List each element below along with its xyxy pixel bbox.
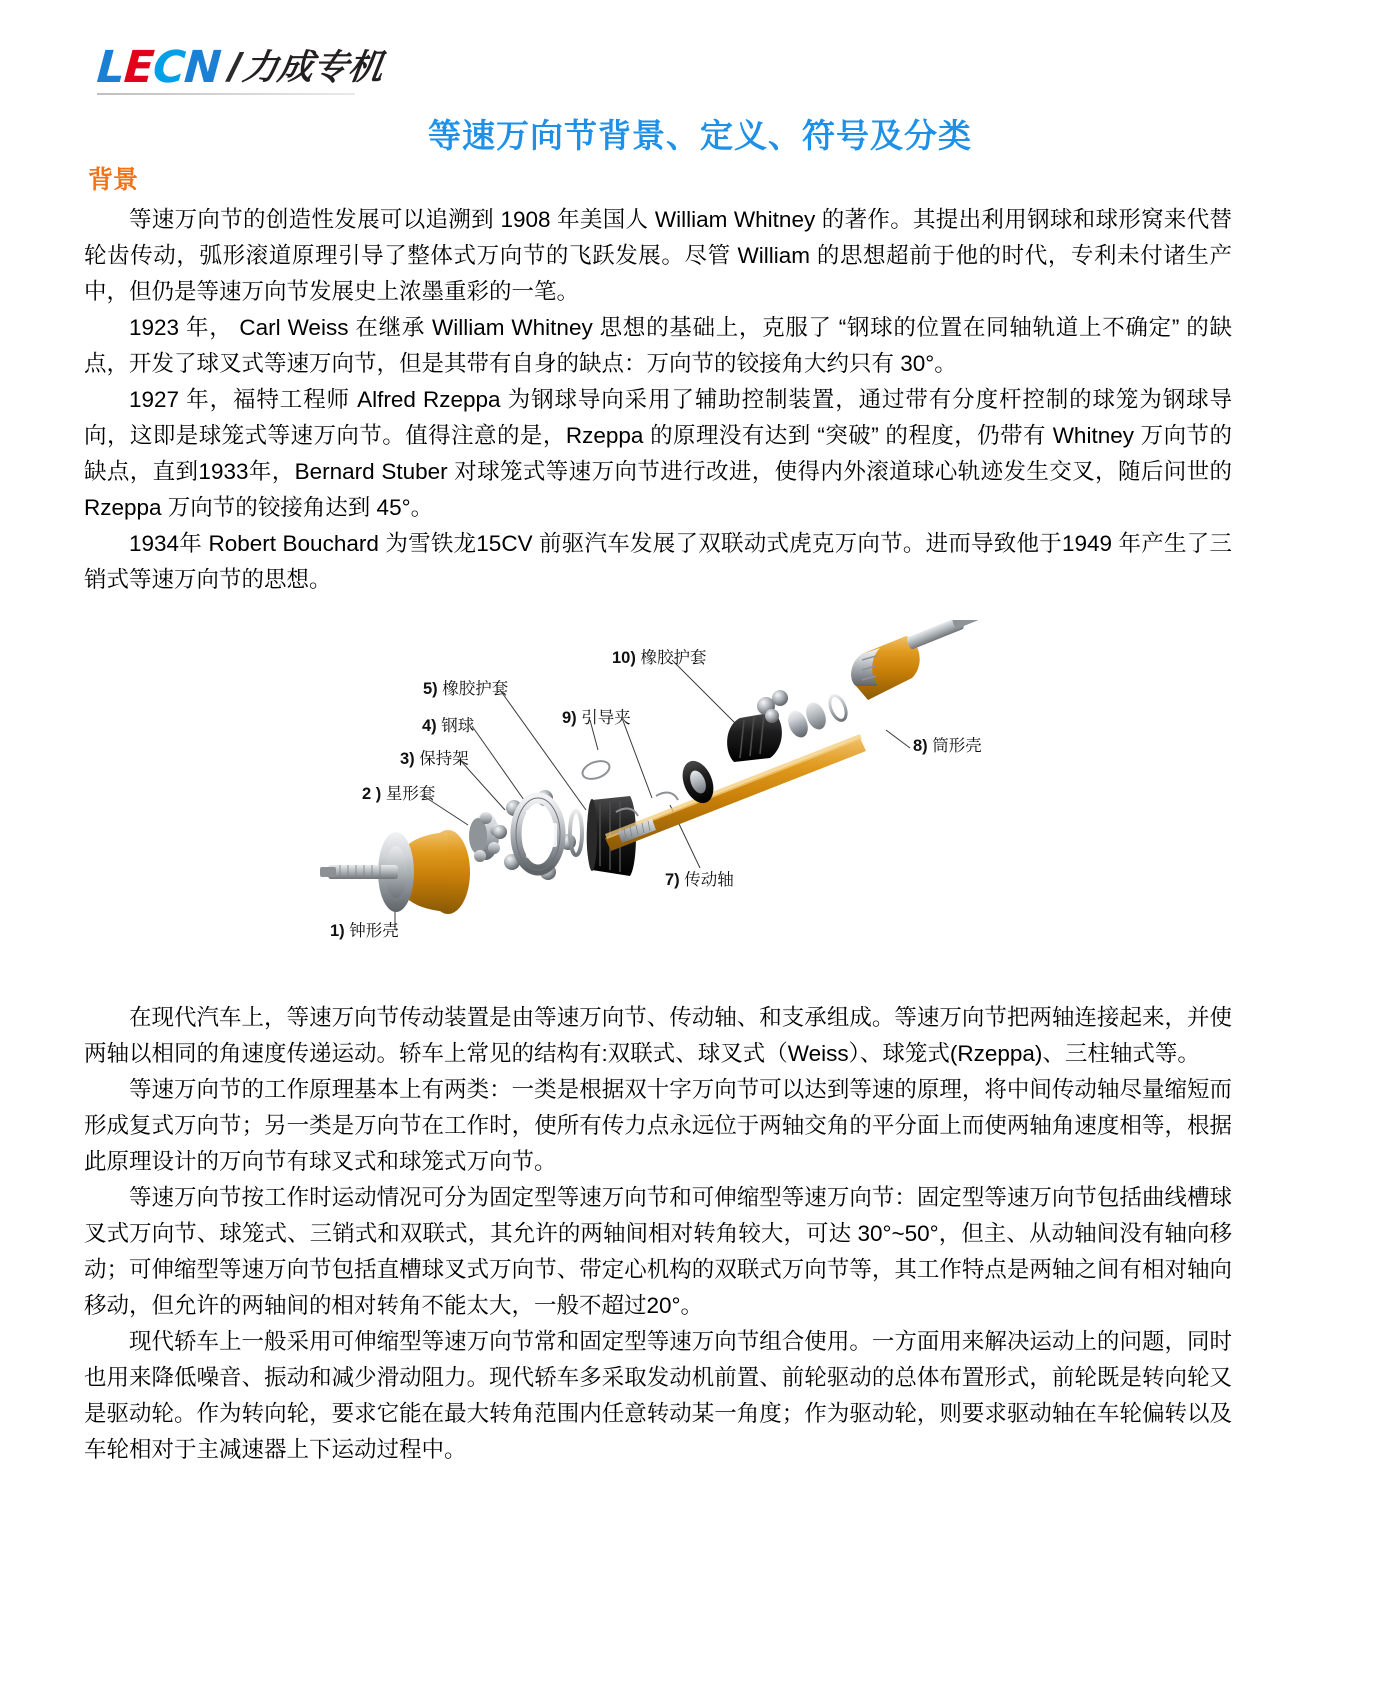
cv-joint-exploded-diagram	[300, 620, 1100, 970]
paragraph: 1934年 Robert Bouchard 为雪铁龙15CV 前驱汽车发展了双联动式虎克万向节。进而导致他于1949 年产生了三销式等速万向节的思想。	[84, 531, 1232, 592]
paragraph: 等速万向节按工作时运动情况可分为固定型等速万向节和可伸缩型等速万向节：固定型等速万向节包括曲线槽球叉式万向节、球笼式、三销式和双联式，其允许的两轴间相对转角较大，可达 30°~50°，但主、从动轴间没有轴向移动；可伸缩型等速万向节包括直槽球叉式万向节、带定心机构的双联式万向节等，其工作特点是两轴之间有相对轴向移动，但允许的两轴间的相对转角不能太大，一般不超过20°。	[84, 1185, 1232, 1318]
figure-label-num-5: 5)	[423, 680, 438, 698]
logo-underline-divider	[97, 93, 355, 95]
figure-label-text-9: 引导夹	[581, 709, 631, 727]
figure-label-4	[422, 712, 474, 736]
figure-label-8	[913, 732, 982, 756]
paragraph: 现代轿车上一般采用可伸缩型等速万向节常和固定型等速万向节组合使用。一方面用来解决运动上的问题，同时也用来降低噪音、振动和减少滑动阻力。现代轿车多采取发动机前置、前轮驱动的总体布置形式，前轮既是转向轮又是驱动轮。作为转向轮，要求它能在最大转角范围内任意转动某一角度；作为驱动轮，则要求驱动轴在车轮偏转以及车轮相对于主减速器上下运动过程中。	[84, 1329, 1232, 1462]
body-text-top	[84, 202, 1232, 598]
figure-label-text-10: 橡胶护套	[640, 649, 707, 667]
figure-label-num-2: 2 )	[362, 785, 382, 803]
ball-cage-part	[516, 798, 560, 870]
logo-letter-n: N	[182, 42, 223, 93]
figure-label-9	[562, 704, 631, 728]
leader-lines	[395, 660, 910, 930]
company-logo	[95, 42, 387, 94]
figure-label-num-4: 4)	[422, 717, 437, 735]
paragraph: 等速万向节的工作原理基本上有两类：一类是根据双十字万向节可以达到等速的原理，将中间传动轴尽量缩短而形成复式万向节；另一类是万向节在工作时，使所有传力点永远位于两轴交角的平分面上而使两轴角速度相等，根据此原理设计的万向节有球叉式和球笼式万向节。	[84, 1077, 1232, 1174]
bell-housing-part	[320, 830, 470, 914]
figure-label-text-4: 钢球	[441, 717, 475, 735]
logo-chinese-name: 力成专机	[240, 47, 387, 88]
figure-label-num-9: 9)	[562, 709, 577, 727]
figure-label-num-10: 10)	[612, 649, 636, 667]
paragraph: 等速万向节的创造性发展可以追溯到 1908 年美国人 William Whitney 的著作。其提出利用钢球和球形窝来代替轮齿传动，弧形滚道原理引导了整体式万向节的飞跃发展。尽管 William 的思想超前于他的时代，专利未付诸生产中，但仍是等速万向节发展史上浓墨重彩的一笔。	[84, 207, 1232, 304]
page-title: 等速万向节背景、定义、符号及分类	[428, 117, 972, 154]
figure-label-text-7: 传动轴	[684, 871, 734, 889]
figure-label-text-3: 保持架	[419, 750, 469, 768]
figure-label-text-2: 星形套	[385, 785, 436, 803]
logo-letter-l: L	[95, 42, 126, 93]
section-heading-background: 背景	[88, 166, 139, 194]
figure-label-text-1: 钟形壳	[349, 922, 399, 940]
logo-separator-icon: /	[225, 45, 242, 90]
paragraph: 在现代汽车上，等速万向节传动装置是由等速万向节、传动轴、和支承组成。等速万向节把两轴连接起来，并使两轴以相同的角速度传递运动。轿车上常见的结构有:双联式、球叉式（Weiss）、球笼式(Rzeppa)、三柱轴式等。	[84, 1005, 1232, 1066]
retaining-ring-part	[570, 811, 582, 855]
figure-label-10	[612, 644, 706, 668]
body-text-bottom	[84, 1000, 1232, 1468]
figure-label-7	[665, 866, 734, 890]
figure-label-2	[362, 780, 435, 804]
figure-label-3	[400, 745, 469, 769]
logo-wordmark	[95, 42, 223, 93]
paragraph: 1923 年， Carl Weiss 在继承 William Whitney 思想的基础上，克服了 “钢球的位置在同轴轨道上不确定” 的缺点，开发了球叉式等速万向节，但是其带有自身的缺点：万向节的铰接角大约只有 30°。	[84, 315, 1232, 376]
paragraph: 1927 年，福特工程师 Alfred Rzeppa 为钢球导向采用了辅助控制装置，通过带有分度杆控制的球笼为钢球导向，这即是球笼式等速万向节。值得注意的是，Rzeppa 的原理没有达到 “突破” 的程度，仍带有 Whitney 万向节的缺点，直到1933年，Bernard Stuber 对球笼式等速万向节进行改进，使得内外滚道球心轨迹发生交叉，随后问世的 Rzeppa 万向节的铰接角达到 45°。	[84, 387, 1232, 520]
figure-label-num-8: 8)	[913, 737, 928, 755]
figure-label-1	[330, 917, 399, 941]
logo-letter-c: C	[151, 42, 187, 93]
figure-label-text-5: 橡胶护套	[442, 680, 509, 698]
figure-label-num-1: 1)	[330, 922, 345, 940]
barrel-housing-part	[851, 620, 980, 700]
figure-label-text-8: 筒形壳	[932, 737, 982, 755]
figure-label-num-3: 3)	[400, 750, 415, 768]
logo-letter-e: E	[122, 42, 155, 93]
figure-label-num-7: 7)	[665, 871, 680, 889]
figure-label-5	[423, 675, 508, 699]
